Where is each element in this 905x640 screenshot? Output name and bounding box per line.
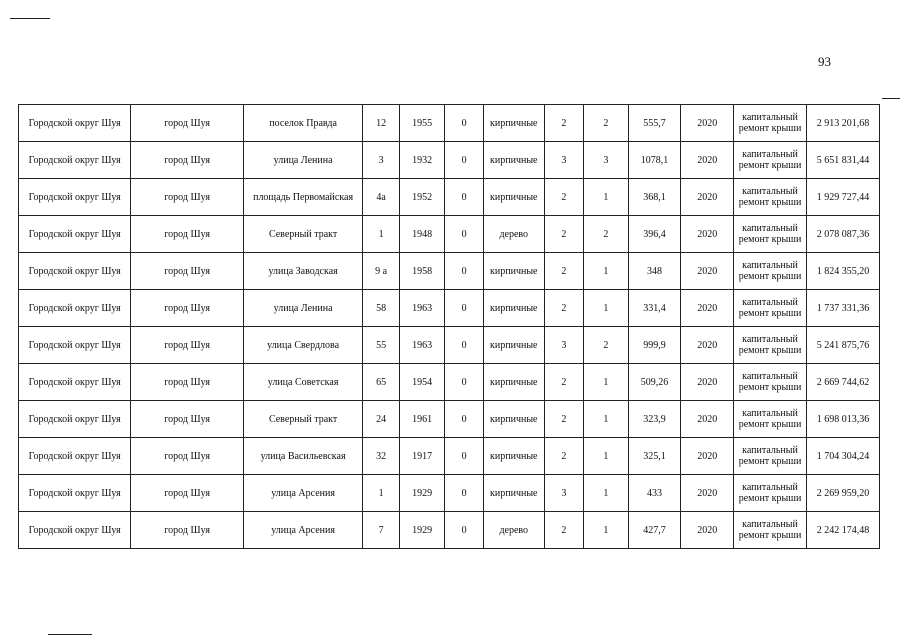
cell-cost: 1 698 013,36 bbox=[806, 401, 879, 438]
cell-year: 1955 bbox=[399, 105, 445, 142]
cell-plan-year: 2020 bbox=[681, 142, 734, 179]
table-row bbox=[19, 105, 880, 142]
cell-work: капитальный ремонт крыши bbox=[734, 364, 807, 401]
cell-plan-year: 2020 bbox=[681, 290, 734, 327]
cell-entrances: 2 bbox=[584, 105, 629, 142]
cell-municipality: Городской округ Шуя bbox=[19, 401, 131, 438]
cell-cost: 2 242 174,48 bbox=[806, 512, 879, 549]
cell-work: капитальный ремонт крыши bbox=[734, 401, 807, 438]
cell-street: Северный тракт bbox=[243, 401, 363, 438]
cell-work: капитальный ремонт крыши bbox=[734, 216, 807, 253]
cell-city: город Шуя bbox=[131, 290, 243, 327]
cell-year: 1952 bbox=[399, 179, 445, 216]
cell-city: город Шуя bbox=[131, 364, 243, 401]
cell-street: Северный тракт bbox=[243, 216, 363, 253]
cell-material: кирпичные bbox=[483, 475, 544, 512]
cell-city: город Шуя bbox=[131, 512, 243, 549]
cell-plan-year: 2020 bbox=[681, 105, 734, 142]
cell-floors: 2 bbox=[544, 253, 584, 290]
table-row bbox=[19, 401, 880, 438]
cell-house: 55 bbox=[363, 327, 399, 364]
cell-material: дерево bbox=[483, 216, 544, 253]
cell-municipality: Городской округ Шуя bbox=[19, 142, 131, 179]
cell-house: 32 bbox=[363, 438, 399, 475]
cell-street: улица Ленина bbox=[243, 142, 363, 179]
scan-artifact-line bbox=[10, 18, 50, 19]
cell-area: 433 bbox=[628, 475, 681, 512]
cell-year: 1954 bbox=[399, 364, 445, 401]
cell-plan-year: 2020 bbox=[681, 438, 734, 475]
scan-artifact-line bbox=[882, 98, 900, 99]
cell-cost: 2 269 959,20 bbox=[806, 475, 879, 512]
cell-year: 1958 bbox=[399, 253, 445, 290]
cell-municipality: Городской округ Шуя bbox=[19, 364, 131, 401]
cell-municipality: Городской округ Шуя bbox=[19, 438, 131, 475]
cell-area: 323,9 bbox=[628, 401, 681, 438]
cell-plan-year: 2020 bbox=[681, 401, 734, 438]
cell-floors: 2 bbox=[544, 512, 584, 549]
cell-entrances: 1 bbox=[584, 401, 629, 438]
cell-work: капитальный ремонт крыши bbox=[734, 179, 807, 216]
cell-work: капитальный ремонт крыши bbox=[734, 475, 807, 512]
cell-material: кирпичные bbox=[483, 105, 544, 142]
cell-area: 368,1 bbox=[628, 179, 681, 216]
cell-city: город Шуя bbox=[131, 327, 243, 364]
cell-municipality: Городской округ Шуя bbox=[19, 290, 131, 327]
cell-floors: 2 bbox=[544, 216, 584, 253]
cell-street: улица Свердлова bbox=[243, 327, 363, 364]
cell-work: капитальный ремонт крыши bbox=[734, 512, 807, 549]
cell-city: город Шуя bbox=[131, 253, 243, 290]
table-row bbox=[19, 179, 880, 216]
scan-artifact-line bbox=[48, 634, 92, 635]
cell-municipality: Городской округ Шуя bbox=[19, 105, 131, 142]
cell-entrances: 1 bbox=[584, 364, 629, 401]
cell-cost: 1 929 727,44 bbox=[806, 179, 879, 216]
cell-year: 1917 bbox=[399, 438, 445, 475]
cell-year: 1948 bbox=[399, 216, 445, 253]
cell-plan-year: 2020 bbox=[681, 327, 734, 364]
cell-area: 325,1 bbox=[628, 438, 681, 475]
cell-cost: 5 241 875,76 bbox=[806, 327, 879, 364]
cell-work: капитальный ремонт крыши bbox=[734, 327, 807, 364]
cell-entrances: 1 bbox=[584, 512, 629, 549]
cell-entrances: 1 bbox=[584, 475, 629, 512]
table-row bbox=[19, 327, 880, 364]
cell-floors: 2 bbox=[544, 105, 584, 142]
table-row bbox=[19, 438, 880, 475]
cell-plan-year: 2020 bbox=[681, 475, 734, 512]
cell-flag: 0 bbox=[445, 253, 483, 290]
cell-flag: 0 bbox=[445, 475, 483, 512]
cell-area: 348 bbox=[628, 253, 681, 290]
cell-area: 331,4 bbox=[628, 290, 681, 327]
cell-area: 1078,1 bbox=[628, 142, 681, 179]
cell-material: кирпичные bbox=[483, 401, 544, 438]
cell-cost: 2 078 087,36 bbox=[806, 216, 879, 253]
cell-cost: 5 651 831,44 bbox=[806, 142, 879, 179]
cell-entrances: 3 bbox=[584, 142, 629, 179]
table-row bbox=[19, 290, 880, 327]
cell-municipality: Городской округ Шуя bbox=[19, 253, 131, 290]
cell-street: поселок Правда bbox=[243, 105, 363, 142]
cell-plan-year: 2020 bbox=[681, 216, 734, 253]
cell-house: 4а bbox=[363, 179, 399, 216]
cell-cost: 2 669 744,62 bbox=[806, 364, 879, 401]
cell-floors: 3 bbox=[544, 475, 584, 512]
cell-house: 1 bbox=[363, 216, 399, 253]
cell-floors: 2 bbox=[544, 290, 584, 327]
cell-city: город Шуя bbox=[131, 142, 243, 179]
cell-cost: 2 913 201,68 bbox=[806, 105, 879, 142]
cell-plan-year: 2020 bbox=[681, 364, 734, 401]
cell-cost: 1 737 331,36 bbox=[806, 290, 879, 327]
cell-year: 1929 bbox=[399, 512, 445, 549]
cell-street: улица Арсения bbox=[243, 475, 363, 512]
cell-street: площадь Первомайская bbox=[243, 179, 363, 216]
cell-cost: 1 824 355,20 bbox=[806, 253, 879, 290]
cell-material: кирпичные bbox=[483, 142, 544, 179]
cell-floors: 2 bbox=[544, 438, 584, 475]
cell-work: капитальный ремонт крыши bbox=[734, 253, 807, 290]
cell-material: дерево bbox=[483, 512, 544, 549]
cell-material: кирпичные bbox=[483, 253, 544, 290]
cell-municipality: Городской округ Шуя bbox=[19, 475, 131, 512]
cell-flag: 0 bbox=[445, 512, 483, 549]
cell-street: улица Заводская bbox=[243, 253, 363, 290]
cell-cost: 1 704 304,24 bbox=[806, 438, 879, 475]
cell-work: капитальный ремонт крыши bbox=[734, 105, 807, 142]
cell-city: город Шуя bbox=[131, 401, 243, 438]
cell-street: улица Советская bbox=[243, 364, 363, 401]
cell-floors: 2 bbox=[544, 364, 584, 401]
table-row bbox=[19, 253, 880, 290]
cell-house: 12 bbox=[363, 105, 399, 142]
cell-flag: 0 bbox=[445, 179, 483, 216]
cell-material: кирпичные bbox=[483, 290, 544, 327]
cell-area: 427,7 bbox=[628, 512, 681, 549]
cell-plan-year: 2020 bbox=[681, 512, 734, 549]
cell-year: 1963 bbox=[399, 290, 445, 327]
cell-entrances: 1 bbox=[584, 179, 629, 216]
cell-street: улица Васильевская bbox=[243, 438, 363, 475]
table-row bbox=[19, 475, 880, 512]
cell-material: кирпичные bbox=[483, 327, 544, 364]
table-row bbox=[19, 512, 880, 549]
cell-house: 58 bbox=[363, 290, 399, 327]
cell-year: 1963 bbox=[399, 327, 445, 364]
cell-house: 24 bbox=[363, 401, 399, 438]
cell-house: 1 bbox=[363, 475, 399, 512]
cell-municipality: Городской округ Шуя bbox=[19, 179, 131, 216]
cell-material: кирпичные bbox=[483, 364, 544, 401]
cell-entrances: 2 bbox=[584, 216, 629, 253]
cell-city: город Шуя bbox=[131, 438, 243, 475]
cell-year: 1932 bbox=[399, 142, 445, 179]
cell-plan-year: 2020 bbox=[681, 179, 734, 216]
table-body bbox=[19, 105, 880, 549]
cell-flag: 0 bbox=[445, 142, 483, 179]
cell-entrances: 1 bbox=[584, 438, 629, 475]
cell-floors: 2 bbox=[544, 401, 584, 438]
table-row bbox=[19, 216, 880, 253]
cell-area: 555,7 bbox=[628, 105, 681, 142]
cell-house: 3 bbox=[363, 142, 399, 179]
cell-house: 7 bbox=[363, 512, 399, 549]
cell-municipality: Городской округ Шуя bbox=[19, 512, 131, 549]
cell-city: город Шуя bbox=[131, 216, 243, 253]
cell-flag: 0 bbox=[445, 438, 483, 475]
cell-material: кирпичные bbox=[483, 438, 544, 475]
cell-flag: 0 bbox=[445, 327, 483, 364]
cell-entrances: 2 bbox=[584, 327, 629, 364]
cell-floors: 2 bbox=[544, 179, 584, 216]
cell-street: улица Арсения bbox=[243, 512, 363, 549]
cell-area: 396,4 bbox=[628, 216, 681, 253]
table-row bbox=[19, 364, 880, 401]
cell-house: 9 а bbox=[363, 253, 399, 290]
cell-flag: 0 bbox=[445, 105, 483, 142]
cell-municipality: Городской округ Шуя bbox=[19, 327, 131, 364]
cell-plan-year: 2020 bbox=[681, 253, 734, 290]
cell-flag: 0 bbox=[445, 290, 483, 327]
housing-repair-table bbox=[18, 104, 880, 549]
cell-municipality: Городской округ Шуя bbox=[19, 216, 131, 253]
cell-work: капитальный ремонт крыши bbox=[734, 290, 807, 327]
cell-flag: 0 bbox=[445, 364, 483, 401]
cell-flag: 0 bbox=[445, 216, 483, 253]
cell-house: 65 bbox=[363, 364, 399, 401]
cell-work: капитальный ремонт крыши bbox=[734, 438, 807, 475]
cell-city: город Шуя bbox=[131, 475, 243, 512]
cell-entrances: 1 bbox=[584, 253, 629, 290]
cell-area: 509,26 bbox=[628, 364, 681, 401]
cell-city: город Шуя bbox=[131, 105, 243, 142]
cell-year: 1961 bbox=[399, 401, 445, 438]
cell-floors: 3 bbox=[544, 142, 584, 179]
cell-floors: 3 bbox=[544, 327, 584, 364]
cell-city: город Шуя bbox=[131, 179, 243, 216]
cell-year: 1929 bbox=[399, 475, 445, 512]
cell-material: кирпичные bbox=[483, 179, 544, 216]
cell-entrances: 1 bbox=[584, 290, 629, 327]
cell-area: 999,9 bbox=[628, 327, 681, 364]
table-row bbox=[19, 142, 880, 179]
page-number: 93 bbox=[818, 54, 831, 69]
cell-flag: 0 bbox=[445, 401, 483, 438]
cell-street: улица Ленина bbox=[243, 290, 363, 327]
cell-work: капитальный ремонт крыши bbox=[734, 142, 807, 179]
